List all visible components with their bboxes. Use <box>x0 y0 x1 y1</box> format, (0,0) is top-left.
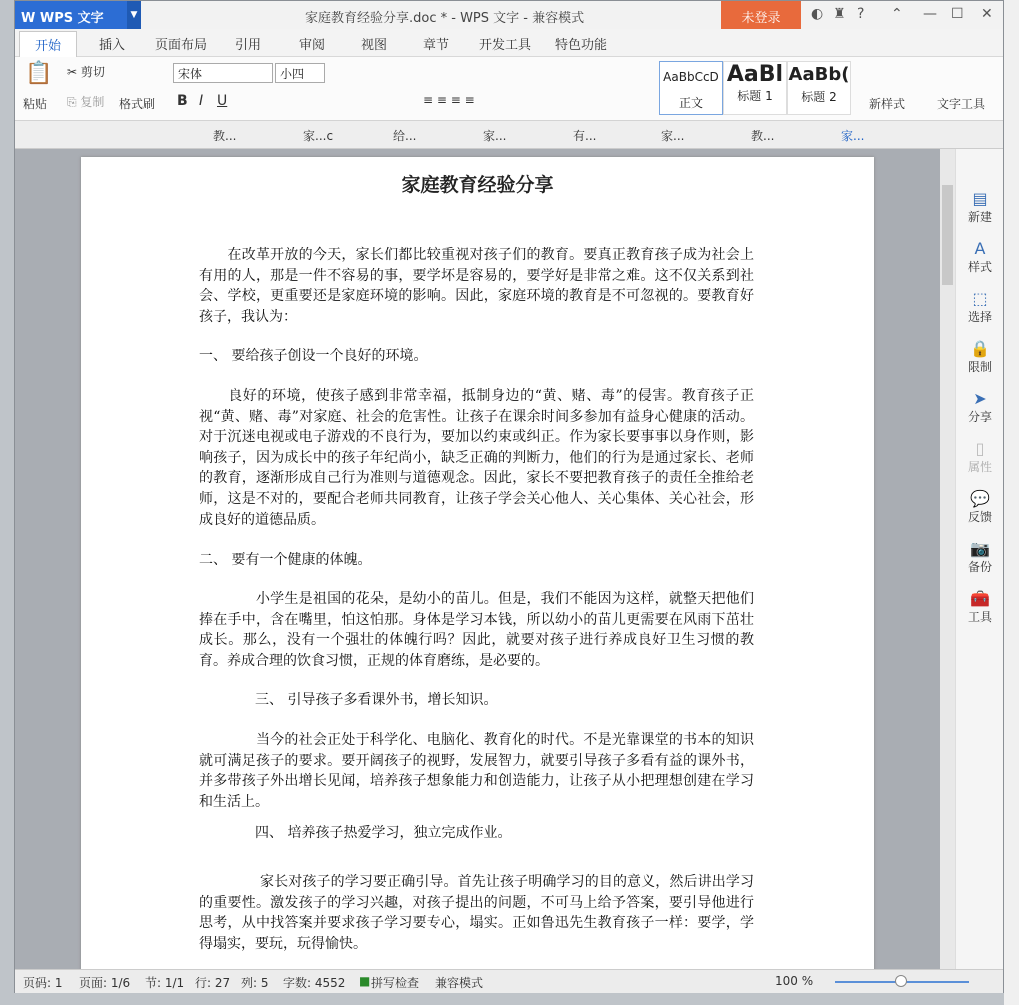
tab-layout[interactable]: 页面布局 <box>155 38 208 53</box>
wps-window <box>14 0 1004 993</box>
side-tools[interactable] <box>956 589 1004 625</box>
tab-chapter[interactable]: 章节 <box>423 38 450 53</box>
underline-icon[interactable]: U <box>217 93 228 109</box>
status-col: 列: 5 <box>241 976 269 990</box>
align-icons[interactable]: ≡ ≡ ≡ ≡ <box>423 93 475 107</box>
tab-features[interactable]: 特色功能 <box>555 38 608 53</box>
cut-button[interactable]: ✂ 剪切 <box>67 65 105 79</box>
status-bar <box>15 969 1003 993</box>
doc-tab[interactable]: 家... <box>661 129 685 143</box>
login-button[interactable]: 未登录 <box>721 1 801 29</box>
close-icon[interactable]: ✕ <box>981 6 993 22</box>
cut-label: 剪切 <box>80 65 105 79</box>
zoom-level[interactable]: 100 % <box>775 974 814 988</box>
spell-check-button[interactable]: 拼写检查 <box>371 976 420 990</box>
camera-icon: 📷 <box>970 539 990 558</box>
paragraph: 当今的社会正处于科学化、电脑化、教育化的时代。不是光靠课堂的书本的知识就可满足孩子的要求。要开阔孩子的视野，发展智力，就要引导孩子多看有益的课外书，并多带孩子外出增长见闻，培养孩子想象能力和创造能力，让孩子从小把理想创建在学习和生活上。 <box>199 732 754 810</box>
style-h1-label: 标题 1 <box>737 89 773 103</box>
chat-icon: 💬 <box>970 489 990 508</box>
doc-tab[interactable]: 教... <box>213 129 237 143</box>
paste-icon[interactable]: 📋 <box>25 61 53 86</box>
side-feedback-label: 反馈 <box>967 510 992 524</box>
side-restrict-label: 限制 <box>967 360 992 374</box>
spell-check-icon: ■ <box>359 974 371 988</box>
side-properties[interactable] <box>956 439 1004 475</box>
document-tabs <box>15 121 1003 149</box>
side-style-label: 样式 <box>967 260 992 274</box>
title-bar <box>15 1 1003 29</box>
doc-title: 家庭教育经验分享 <box>401 174 554 196</box>
style-h1[interactable] <box>723 61 787 115</box>
font-select[interactable]: 宋体 <box>173 63 273 83</box>
app-menu-arrow[interactable]: ▼ <box>127 1 141 29</box>
heading-4: 四、 培养孩子热爱学习，独立完成作业。 <box>199 825 512 841</box>
side-new[interactable] <box>956 189 1004 225</box>
status-pages: 页面: 1/6 <box>79 976 131 990</box>
heading-1: 一、 要给孩子创设一个良好的环境。 <box>199 348 428 364</box>
tab-references[interactable]: 引用 <box>235 38 262 53</box>
style-normal-label: 正文 <box>678 96 703 110</box>
style-h2-label: 标题 2 <box>801 90 837 104</box>
side-select-label: 选择 <box>967 310 992 324</box>
italic-icon[interactable]: I <box>199 93 204 109</box>
doc-tab[interactable]: 家... <box>483 129 507 143</box>
side-restrict[interactable] <box>956 339 1004 375</box>
side-panel <box>955 149 1003 969</box>
copy-button[interactable]: ⎘ 复制 <box>67 95 105 109</box>
side-backup[interactable] <box>956 539 1004 575</box>
window-title: 家庭教育经验分享.doc * - WPS 文字 - 兼容模式 <box>305 11 585 26</box>
tab-developer[interactable]: 开发工具 <box>479 38 532 53</box>
status-section: 节: 1/1 <box>145 976 185 990</box>
vertical-scrollbar[interactable] <box>940 149 955 969</box>
style-normal[interactable] <box>659 61 723 115</box>
paragraph: 良好的环境，使孩子感到非常幸福，抵制身边的“黄、赌、毒”的侵害。教育孩子正视“黄、赌、毒”对家庭、社会的危害性。让孩子在课余时间多参加有益身心健康的活动。对于沉迷电视或电子游戏的不良行为，要加以约束或纠正。作为家长要事事以身作则，影响孩子，因为成长中的孩子年纪尚小，缺乏正确的判断力，他们的行为是通过家长、老师的教育，逐渐形成自己行为准则与道德观念。因此，家长不要把教育孩子的责任全推给老师，这是不对的，要配合老师共同教育，让孩子学会关心他人、关心集体、关心社会，形成良好的道德品质。 <box>199 388 754 528</box>
help-icon[interactable]: ? <box>857 6 865 22</box>
app-menu[interactable]: W WPS 文字 <box>15 1 127 29</box>
share-icon: ➤ <box>973 389 987 408</box>
text-tools-button[interactable]: 文字工具 <box>937 97 986 111</box>
desktop-background <box>1004 0 1019 1005</box>
style-icon: A <box>974 239 986 258</box>
document-page[interactable] <box>81 157 874 969</box>
doc-tab[interactable]: 有... <box>573 129 597 143</box>
status-row: 行: 27 <box>195 976 231 990</box>
side-new-label: 新建 <box>967 210 992 224</box>
skin-icon[interactable]: ◐ <box>811 6 824 22</box>
side-select[interactable] <box>956 289 1004 325</box>
maximize-icon[interactable]: ☐ <box>951 6 964 22</box>
side-tools-label: 工具 <box>967 610 992 624</box>
size-select[interactable]: 小四 <box>275 63 325 83</box>
bold-icon[interactable]: B <box>177 93 188 109</box>
doc-tab-active[interactable]: 家... <box>841 129 865 143</box>
collapse-icon[interactable]: ⌃ <box>891 6 903 22</box>
app-name: WPS 文字 <box>39 11 104 26</box>
status-mode: 兼容模式 <box>435 976 484 990</box>
side-style[interactable] <box>956 239 1004 275</box>
tab-review[interactable]: 审阅 <box>299 38 326 53</box>
doc-tab[interactable]: 教... <box>751 129 775 143</box>
side-feedback[interactable] <box>956 489 1004 525</box>
heading-3: 三、 引导孩子多看课外书，增长知识。 <box>199 692 498 708</box>
toolbox-icon: 🧰 <box>970 589 990 608</box>
heading-2: 二、 要有一个健康的体魄。 <box>199 552 372 568</box>
style-h1-sample: AaBl <box>726 62 784 87</box>
paragraph: 家长对孩子的学习要正确引导。首先让孩子明确学习的目的意义，然后讲出学习的重要性。激发孩子的学习兴趣，对孩子提出的问题，不可马上给予答案，要引导他进行思考，从中找答案并要求孩子学习要专心，塌实。正如鲁迅先生教育孩子一样：要学，学得塌实，要玩，玩得愉快。 <box>199 874 754 952</box>
paragraph: 在改革开放的今天，家长们都比较重视对孩子们的教育。要真正教育孩子成为社会上有用的人，那是一件不容易的事，要学坏是容易的，要学好是非常之难。这不仅关系到社会、学校，更重要还是家庭环境的影响。因此，家庭环境的教育是不可忽视的。要教育好孩子，我认为： <box>199 247 754 325</box>
tab-view[interactable]: 视图 <box>361 38 388 53</box>
document-area <box>15 149 955 969</box>
new-doc-icon: ▤ <box>972 189 988 208</box>
side-properties-label: 属性 <box>967 460 992 474</box>
status-page: 页码: 1 <box>23 976 63 990</box>
properties-icon: ▯ <box>975 439 985 458</box>
doc-tab[interactable]: 家...c <box>303 129 334 143</box>
side-share[interactable] <box>956 389 1004 425</box>
zoom-slider-thumb[interactable] <box>895 975 907 987</box>
paste-button[interactable]: 粘贴 <box>23 97 48 111</box>
style-h2[interactable] <box>787 61 851 115</box>
style-h2-sample: AaBb( <box>788 64 850 85</box>
tab-home[interactable]: 开始 <box>19 31 77 57</box>
minimize-icon[interactable]: — <box>923 6 937 22</box>
style-normal-sample: AaBbCcD <box>663 70 719 84</box>
side-backup-label: 备份 <box>967 560 992 574</box>
lock-icon: 🔒 <box>970 339 990 358</box>
new-style-button[interactable]: 新样式 <box>869 97 906 111</box>
side-share-label: 分享 <box>967 410 992 424</box>
copy-label: 复制 <box>80 95 105 109</box>
ribbon <box>15 57 1003 121</box>
doc-tab[interactable]: 给... <box>393 129 417 143</box>
format-painter-button[interactable]: 格式刷 <box>119 97 156 111</box>
shirt-icon[interactable]: ♜ <box>833 6 846 22</box>
scroll-thumb[interactable] <box>942 185 953 285</box>
paragraph: 小学生是祖国的花朵，是幼小的苗儿。但是，我们不能因为这样，就整天把他们捧在手中，含在嘴里，怕这怕那。身体是学习本钱，所以幼小的苗儿更需要在风雨下茁壮成长。那么，没有一个强壮的体魄行吗？因此，就要对孩子进行养成良好卫生习惯的教育。养成合理的饮食习惯，正规的体育磨练，是必要的。 <box>199 591 754 669</box>
status-words[interactable]: 字数: 4552 <box>283 976 346 990</box>
select-icon: ⬚ <box>972 289 988 308</box>
ribbon-tabs <box>15 29 1003 57</box>
tab-insert[interactable]: 插入 <box>99 38 126 53</box>
